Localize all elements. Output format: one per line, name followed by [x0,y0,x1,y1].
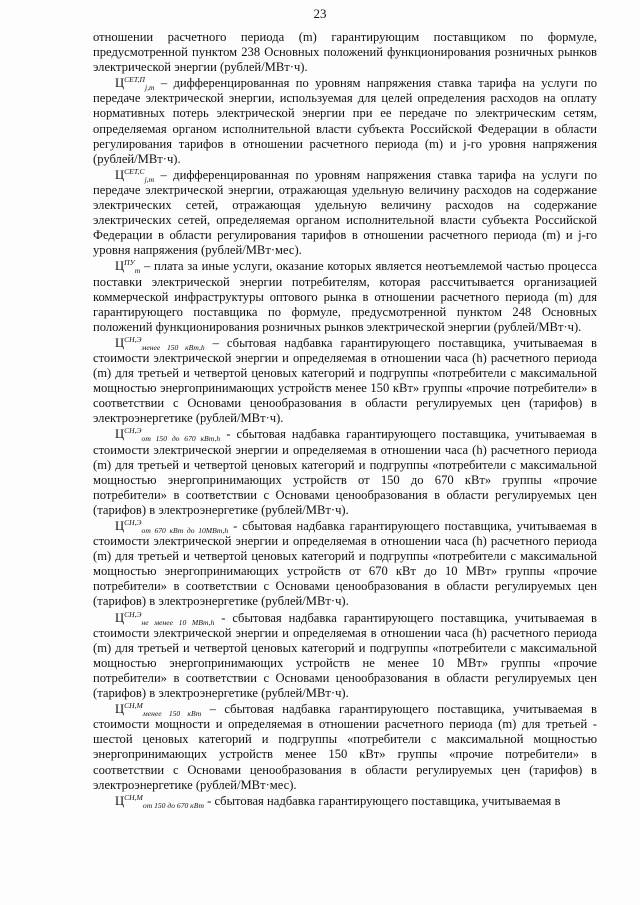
paragraph-1: отношении расчетного периода (m) гарантирующим поставщиком по формуле, предусмотренной пунктом 238 Основных положений функционирования розничных рынков электрической энергии (рублей/МВт·ч). [93,30,597,75]
paragraph-text: - сбытовая надбавка гарантирующего поставщика, учитываемая в [203,793,561,808]
paragraph-3 [93,168,597,259]
formula-symbol: $Ц^{СН,Э}_{менее 150 кВт,h}$ [115,334,205,352]
formula-symbol: $Ц^{СН,М}_{от 150 до 670 кВт}$ [115,792,204,810]
paragraph-text: - сбытовая надбавка гарантирующего поставщика, учитываемая в стоимости электрической энергии и определяемая в отношении часа (h) расчетного периода (m) для третьей и четвертой ценовых категорий и подгруппы «потребители с максимальной мощностью энергопринимающих устройств от 150 до 670 кВт» группы «прочие потребители» в соответствии с Основами ценообразования в области регулируемых цен (тарифов) в электроэнергетике (рублей/МВт·ч). [93,427,598,517]
paragraph-text: - сбытовая надбавка гарантирующего поставщика, учитываемая в стоимости электрической энергии и определяемая в отношении часа (h) расчетного периода (m) для третьей и четвертой ценовых категорий и подгруппы «потребители с максимальной мощностью энергопринимающих устройств от 670 кВт до 10 МВт» группы «прочие потребители» в соответствии с Основами ценообразования в области регулируемых цен (тарифов) в электроэнергетике (рублей/МВт·ч). [93,519,597,609]
paragraph-text: – сбытовая надбавка гарантирующего поставщика, учитываемая в стоимости мощности и определяемая в отношении расчетного периода (m) для третьей - шестой ценовых категорий и подгруппы «потребители с максимальной мощностью энергопринимающих устройств менее 150 кВт» группы «прочие потребители» в соответствии с Основами ценообразования в области регулируемых цен (тарифов) в электроэнергетике (рублей/МВт·мес). [93,702,597,792]
paragraph-text: – сбытовая надбавка гарантирующего поставщика, учитываемая в стоимости электрической энергии и определяемая в отношении часа (h) расчетного периода (m) для третьей и четвертой ценовых категорий и подгруппы «потребители с максимальной мощностью энергопринимающих устройств менее 150 кВт» группы «прочие потребители» в соответствии с Основами ценообразования в области регулируемых цен (тарифов) в электроэнергетике (рублей/МВт·ч). [93,335,597,426]
paragraph-5 [93,336,597,427]
paragraph-8 [93,611,597,702]
paragraph-7 [93,519,597,610]
formula-symbol: $Ц^{СН,Э}_{от 670 кВт до 10МВт,h}$ [115,518,229,535]
formula-symbol: $Ц^{СН,Э}_{не менее 10 МВт,h}$ [115,609,215,627]
paragraph-9 [93,702,597,793]
paragraph-text: – дифференцированная по уровням напряжения ставка тарифа на услуги по передаче электрической энергии, отражающая удельную величину расходов на содержание электрических сетей, отражающая удельную величину расходов на содержание электрических сетей, определяемая органом исполнительной власти субъекта Российской Федерации в области регулирования тарифов в отношении расчетного периода (m) и j-го уровня напряжения (рублей/МВт·мес). [93,167,597,258]
formula-symbol: $Ц^{СЕТ,П}_{j,m}$ [115,75,155,93]
paragraph-text: – плата за иные услуги, оказание которых является неотъемлемой частью процесса поставки электрической энергии потребителям, которая рассчитывается организацией коммерческой инфраструктуры оптового рынка в отношении расчетного периода (m) для гарантирующего поставщика по формуле, предусмотренной пунктом 248 Основных положений функционирования розничных рынков электрической энергии (рублей/МВт·ч). [93,259,597,334]
paragraph-text: - сбытовая надбавка гарантирующего поставщика, учитываемая в стоимости электрической энергии и определяемая в отношении часа (h) расчетного периода (m) для третьей и четвертой ценовых категорий и подгруппы «потребители с максимальной мощностью энергопринимающих устройств не менее 10 МВт» группы «прочие потребители» в соответствии с Основами ценообразования в области регулируемых цен (тарифов) в электроэнергетике (рублей/МВт·ч). [93,610,598,701]
formula-symbol: $Ц^{СЕТ,С}_{j,m}$ [115,166,155,184]
formula-symbol: $Ц^{СН,М}_{менее 150 кВт}$ [115,701,202,719]
page-number: 23 [313,6,327,21]
paragraph-2 [93,76,597,167]
formula-symbol: $Ц^{СН,Э}_{от 150 до 670 кВт,h}$ [115,426,221,444]
paragraph-10 [93,794,597,809]
formula-symbol: $Ц^{ПУ}_m$ [115,258,141,276]
paragraph-text: – дифференцированная по уровням напряжения ставка тарифа на услуги по передаче электрической энергии, используемая для целей определения расходов на оплату нормативных потерь электрической энергии при ее передаче по электрическим сетям, определяемая органом исполнительной власти субъекта Российской Федерации в области регулирования тарифов в отношении расчетного периода (m) и j-го уровня напряжения (рублей/МВт·ч). [93,76,597,166]
paragraph-6 [93,427,597,518]
paragraph-4 [93,259,597,334]
document-body [93,30,597,809]
